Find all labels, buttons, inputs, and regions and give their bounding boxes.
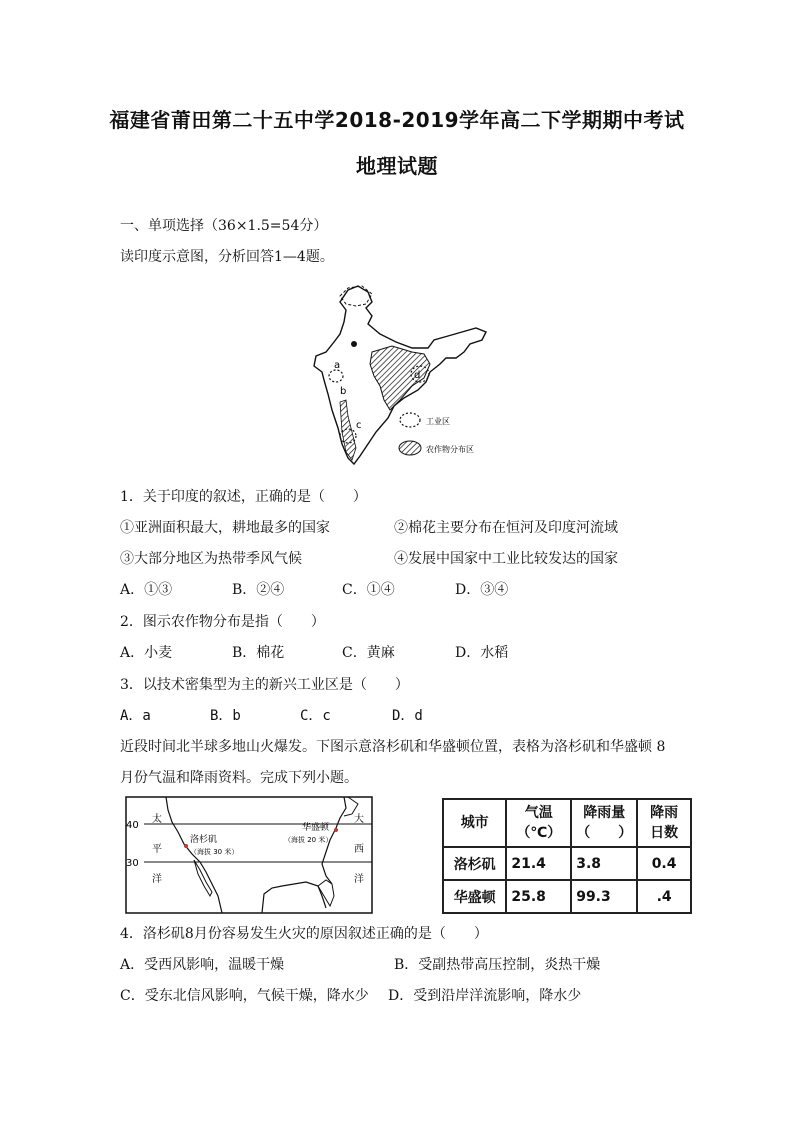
intro-us-line2: 月份气温和降雨资料。完成下列小题。 (120, 770, 358, 786)
crop-area-hatch-south (340, 400, 356, 460)
q2-option-c: C．黄麻 (342, 645, 395, 661)
q4-option-d: D．受到沿岸洋流影响，降水少 (388, 988, 582, 1004)
page-subtitle: 地理试题 (356, 154, 438, 178)
atlantic-char-3: 洋 (354, 874, 364, 885)
capital-dot (351, 341, 357, 347)
label-b: b (340, 386, 347, 397)
la-marker (184, 844, 188, 848)
q2-option-a: A．小麦 (120, 645, 173, 661)
table-row (443, 847, 691, 880)
cell-rainfall: 3.8 (571, 847, 637, 880)
cell-temp: 21.4 (506, 847, 571, 880)
label-c: c (356, 420, 362, 431)
dc-marker (334, 828, 338, 832)
legend-crop-symbol (399, 441, 421, 455)
header-rainfall: 降雨量 （ ） (571, 799, 637, 847)
la-elevation: （海拔 30 米） (190, 848, 239, 856)
q1-statement-1: ①亚洲面积最大，耕地最多的国家 (120, 520, 330, 536)
cell-rainfall: 99.3 (571, 880, 637, 913)
dc-elevation: （海拔 20 米） (284, 836, 333, 844)
lat-label-40: 40 (126, 820, 139, 831)
table-row (443, 880, 691, 913)
cell-city: 华盛顿 (443, 880, 506, 913)
india-map-figure (300, 282, 500, 472)
q3-stem: 3．以技术密集型为主的新兴工业区是（ ） (120, 677, 409, 693)
dc-name: 华盛顿 (302, 823, 330, 833)
cell-temp: 25.8 (506, 880, 571, 913)
q4-option-a: A．受西风影响，温暖干燥 (120, 957, 285, 973)
lat-label-30: 30 (126, 858, 139, 869)
crop-area-hatch (370, 346, 430, 410)
q1-statement-4: ④发展中国家中工业比较发达的国家 (394, 551, 618, 567)
section-heading: 一、单项选择（36×1.5=54分） (120, 218, 328, 234)
q1-stem: 1．关于印度的叙述，正确的是（ ） (120, 489, 367, 505)
q2-option-b: B．棉花 (232, 645, 285, 661)
q3-option-a: A．a (120, 708, 151, 724)
cell-rain-days: 0.4 (637, 847, 691, 880)
intro-us-line1: 近段时间北半球多地山火爆发。下图示意洛杉矶和华盛顿位置，表格为洛杉矶和华盛顿 8 (120, 739, 666, 755)
q1-statement-2: ②棉花主要分布在恒河及印度河流域 (394, 520, 618, 536)
q3-option-b: B．b (210, 708, 241, 724)
label-a: a (334, 360, 341, 371)
climate-table (442, 798, 692, 914)
table-header-row (443, 799, 691, 847)
legend-industrial-label: 工业区 (426, 417, 450, 426)
atlantic-char-2: 西 (354, 844, 364, 855)
q4-option-c: C．受东北信风影响，气候干燥，降水少 (120, 988, 369, 1004)
header-temp: 气温 （℃） (506, 799, 571, 847)
pacific-char-3: 洋 (152, 874, 162, 885)
q1-option-c: C．①④ (342, 582, 395, 598)
cell-rain-days: .4 (637, 880, 691, 913)
legend-crop-label: 农作物分布区 (426, 445, 474, 454)
atlantic-char-1: 大 (354, 814, 364, 825)
pacific-char-2: 平 (152, 844, 162, 855)
q1-statement-3: ③大部分地区为热带季风气候 (120, 551, 302, 567)
industrial-zone-a (329, 370, 343, 382)
q3-option-d: D．d (392, 708, 423, 724)
q4-stem: 4．洛杉矶8月份容易发生火灾的原因叙述正确的是（ ） (120, 926, 488, 942)
q1-option-d: D．③④ (455, 582, 509, 598)
q1-option-a: A．①③ (120, 582, 173, 598)
intro-india: 读印度示意图，分析回答1—4题。 (120, 249, 334, 265)
q3-option-c: C．c (300, 708, 331, 724)
pacific-char-1: 太 (152, 814, 162, 825)
header-rain-days: 降雨 日数 (637, 799, 691, 847)
q1-option-b: B．②④ (232, 582, 285, 598)
cell-city: 洛杉矶 (443, 847, 506, 880)
q4-option-b: B．受副热带高压控制，炎热干燥 (394, 957, 601, 973)
page-title: 福建省莆田第二十五中学2018-2019学年高二下学期期中考试 (109, 108, 685, 132)
la-name: 洛杉矶 (190, 835, 218, 845)
label-d: d (414, 370, 421, 381)
q2-stem: 2．图示农作物分布是指（ ） (120, 614, 325, 630)
legend-industrial-symbol (400, 413, 420, 427)
q2-option-d: D．水稻 (455, 645, 509, 661)
header-city: 城市 (443, 799, 506, 847)
us-map-figure (122, 796, 374, 914)
